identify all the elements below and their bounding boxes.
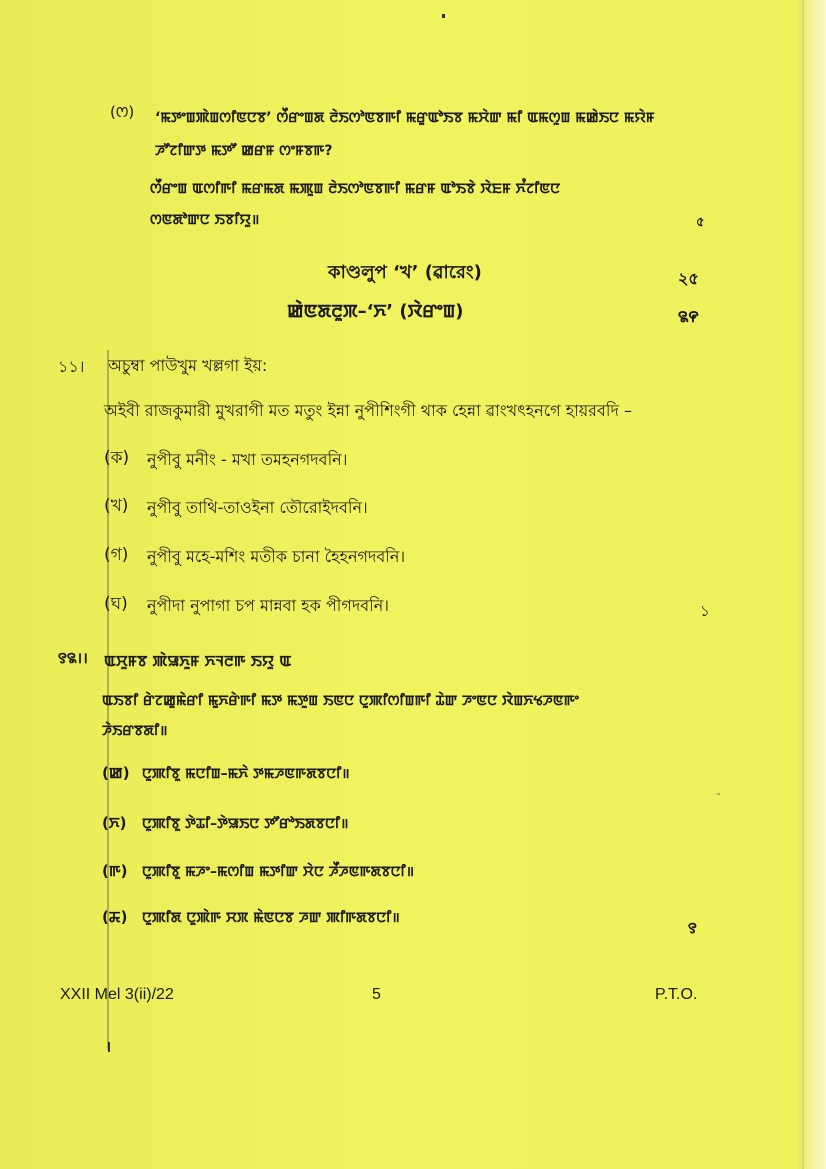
q12-instruction: ꯑꯆꯨꯝꯕ ꯄꯥꯎꯈꯨꯝ ꯈꯜꯂꯒ ꯏꯌꯨ ꯑ bbox=[104, 652, 292, 670]
scan-mark: ˜ bbox=[716, 793, 721, 804]
q12-option-d-text: ꯅꯨꯄꯤꯗ ꯅꯨꯄꯥꯒ ꯆꯞ ꯃꯥꯟꯅꯕ ꯍꯛ ꯄꯤꯒꯗꯕꯅꯤ॥ bbox=[142, 910, 400, 926]
q12-option-b-text: ꯅꯨꯄꯤꯕꯨ ꯇꯥꯊꯤ–ꯇꯥꯎꯏꯅ ꯇꯧꯔꯣꯏꯗꯕꯅꯤ॥ bbox=[142, 816, 349, 832]
q12-option-b-label: (ꯈ) bbox=[102, 814, 127, 832]
q11-instruction: অচুম্বা পাউখুম খল্লগা ইয়: bbox=[108, 356, 268, 375]
q12-option-a-label: (ꯀ) bbox=[102, 764, 130, 782]
section-b-title-meitei: ꯀꯥꯟꯗꯂꯨꯞ–‘ꯈ’ (ꯋꯥꯔꯦꯡ) bbox=[287, 301, 464, 322]
q11-option-a-label: (ক) bbox=[104, 448, 130, 468]
q10c-label: (ꯁ) bbox=[110, 103, 135, 121]
q11-option-d-text: নুপীদা নুপাগা চপ মান্নবা হক পীগদবনি। bbox=[147, 596, 390, 615]
q12-option-a-text: ꯅꯨꯄꯤꯕꯨ ꯃꯅꯤꯡ–ꯃꯈꯥ ꯇꯃꯍꯟꯒꯗꯕꯅꯤ॥ bbox=[142, 766, 350, 782]
q10c-line1: ‘ꯃꯇꯦꯡꯄꯥꯡꯁꯤꯟꯅꯕ’ ꯁꯩꯔꯦꯡꯗ ꯂꯥꯏꯁꯣꯟꯕꯒꯤ ꯃꯔꯨꯑꯣꯏꯕ ꯃꯆꯥꯛ ꯃꯤ ꯑꯃꯁꯨꯡ ꯃꯀꯥꯏꯅ ꯃꯌꯥꯝ bbox=[155, 110, 655, 126]
q12-mark: ꯱ bbox=[688, 919, 697, 937]
q11-mark: ১ bbox=[700, 602, 710, 620]
q12-option-c-label: (ꯒ) bbox=[102, 862, 128, 880]
page-edge-line bbox=[802, 0, 804, 1169]
please-turn-over: P.T.O. bbox=[655, 986, 698, 1003]
q10c-line4: ꯁꯟꯗꯣꯛꯅ ꯏꯕꯤꯌꯨ॥ bbox=[150, 212, 260, 228]
q12-option-c-text: ꯅꯨꯄꯤꯕꯨ ꯃꯍꯦ–ꯃꯁꯤꯡ ꯃꯇꯤꯛ ꯆꯥꯅ ꯍꯩꯍꯟꯒꯗꯕꯅꯤ॥ bbox=[142, 864, 415, 880]
q11-option-c-text: নুপীবু মহে-মশিং মতীক চানা হৈহনগদবনি। bbox=[147, 547, 406, 566]
section-b-marks: ২৫ bbox=[678, 269, 699, 288]
q12-number: ꯱꯲।। bbox=[58, 649, 88, 667]
q11-number: ১১। bbox=[58, 357, 85, 376]
q11-option-c-label: (গ) bbox=[104, 545, 129, 565]
q10c-mark: ৫ bbox=[696, 215, 705, 230]
page-number: 5 bbox=[372, 986, 381, 1003]
q12-option-d-label: (ꯘ) bbox=[102, 908, 128, 926]
q10c-line2: ꯍꯧꯖꯤꯛꯇ ꯃꯇꯧ ꯀꯔꯝ ꯁꯦꯝꯕꯒ? bbox=[155, 143, 333, 159]
q11-option-b-label: (খ) bbox=[104, 496, 129, 516]
section-b-title: কাণ্ডলুপ ‘খ’ (ৱারেং) bbox=[328, 262, 482, 283]
q11-passage: অইবী রাজকুমারী মুখরাগী মত মতুং ইন্না নুপীশিংগী থাক হেন্না ৱাংখৎহনগে হায়রবদি – bbox=[104, 401, 632, 420]
section-b-marks-meitei: ꯲꯵ bbox=[678, 307, 699, 326]
q11-option-b-text: নুপীবু তাথি-তাওইনা তৌরোইদবনি। bbox=[147, 498, 368, 517]
q10c-line3: ꯁꯩꯔꯦꯡ ꯑꯁꯤꯒꯤ ꯃꯔꯃꯗ ꯃꯄꯨꯡ ꯂꯥꯏꯁꯣꯟꯕꯒꯤ ꯃꯔꯝ ꯑꯣꯏꯕꯥ ꯋꯥꯐꯝ ꯈꯪꯖꯤꯟꯅ bbox=[150, 181, 561, 197]
scan-dot bbox=[442, 14, 445, 18]
scan-tick bbox=[108, 1042, 110, 1052]
q11-option-a-text: নুপীবু মনীং - মখা তমহনগদবনি। bbox=[147, 450, 348, 469]
q12-passage-line2: ꯍꯥꯏꯔꯕꯗꯤ॥ bbox=[102, 723, 168, 739]
q12-passage-line1: ꯑꯏꯕꯤ ꯔꯥꯖꯀꯨꯃꯥꯔꯤ ꯃꯨꯈꯔꯥꯒꯤ ꯃꯇ ꯃꯇꯨꯡ ꯏꯟꯅ ꯅꯨꯄꯤꯁꯤꯡꯒꯤ ꯊꯥꯛ ꯍꯦꯟꯅ ꯋꯥꯡꯈꯠꯍꯟꯒꯦ bbox=[102, 693, 579, 709]
q11-option-d-label: (ঘ) bbox=[104, 594, 128, 614]
paper-code: XXII Mel 3(ii)/22 bbox=[60, 986, 174, 1003]
